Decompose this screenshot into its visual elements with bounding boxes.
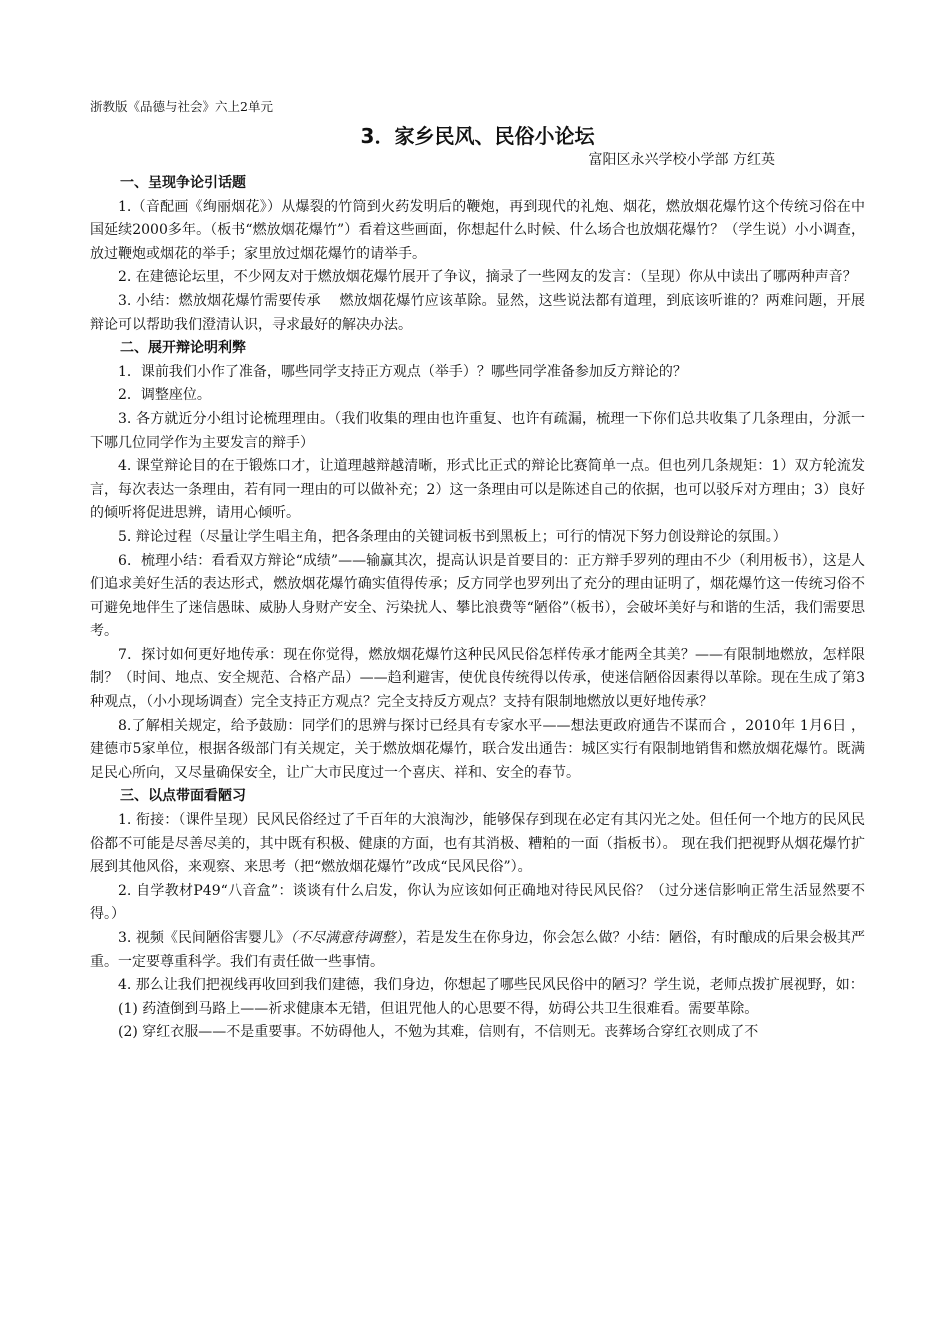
paragraph: 1. 衔接：（课件呈现）民风民俗经过了千百年的大浪淘沙，能够保存到现在必定有其闪光之处。但任何一个地方的民风民俗都不可能是尽善尽美的，其中既有积极、健康的方面，也有其消极、糟粕的一面（指板书）。 现在我们把视野从烟花爆竹扩展到其他风俗，来观察、来思考（把“燃放烟花爆竹”改成“民风民俗”）。	[90, 812, 865, 876]
section-heading-1: 一、呈现争论引话题	[120, 175, 246, 191]
paragraph: 3. 各方就近分小组讨论梳理理由。（我们收集的理由也许重复、也许有疏漏，梳理一下你们总共收集了几条理由，分派一下哪几位同学作为主要发言的辩手）	[90, 410, 865, 451]
paragraph: 8.了解相关规定，给予鼓励：同学们的思辨与探讨已经具有专家水平——想法更政府通告不谋而合 ，2010年 1月6日 ，建德市5家单位，根据各级部门有关规定，关于燃放烟花爆竹，联合发出通告：城区实行有限制地销售和燃放烟花爆竹。既满足民心所向，又尽量确保安全，让广大市民度过一个喜庆、祥和、安全的春节。	[90, 717, 865, 781]
list-item: (1) 药渣倒到马路上——祈求健康本无错，但诅咒他人的心思要不得，妨碍公共卫生很难看。需要革除。	[118, 1000, 759, 1017]
paragraph: 2．调整座位。	[118, 387, 211, 404]
italic-note: （不尽满意待调整）	[290, 930, 403, 946]
paragraph-lead: 3. 视频《民间陋俗害婴儿》	[118, 930, 291, 946]
document-header: 浙教版《品德与社会》六上2单元	[90, 99, 273, 114]
paragraph: 3. 小结：燃放烟花爆竹需要传承 燃放烟花爆竹应该革除。显然，这些说法都有道理，到底该听谁的？两难问题，开展辩论可以帮助我们澄清认识，寻求最好的解决办法。	[90, 292, 865, 333]
paragraph: 4. 课堂辩论目的在于锻炼口才，让道理越辩越清晰，形式比正式的辩论比赛简单一点。但也列几条规矩：1）双方轮流发言，每次表达一条理由，若有同一理由的可以做补充；2）这一条理由可以是陈述自己的依据，也可以驳斥对方理由；3）良好的倾听将促进思辨，请用心倾听。	[90, 458, 865, 522]
paragraph-rest: ，若是发生在你身边，你会怎么做？小结：陋俗，有时酿成的后果会极其严重。一定要尊重科学。我们有责任做一些事情。	[90, 930, 865, 970]
paragraph: 4. 那么让我们把视线再收回到我们建德，我们身边，你想起了哪些民风民俗中的陋习？学生说，老师点拨扩展视野，如：	[118, 977, 864, 994]
paragraph: 1.（音配画《绚丽烟花》）从爆裂的竹筒到火药发明后的鞭炮，再到现代的礼炮、烟花，燃放烟花爆竹这个传统习俗在中国延续2000多年。（板书“燃放烟花爆竹”）看着这些画面，你想起什么时候、什么场合也放烟花爆竹？（学生说）小小调查，放过鞭炮或烟花的举手；家里放过烟花爆竹的请举手。	[90, 198, 865, 262]
paragraph	[90, 927, 865, 974]
paragraph: 2. 自学教材P49“八音盒”：谈谈有什么启发，你认为应该如何正确地对待民风民俗？（过分迷信影响正常生活显然要不得。）	[90, 882, 865, 923]
paragraph: 6．梳理小结：看看双方辩论“成绩”——输赢其次，提高认识是首要目的：正方辩手罗列的理由不少（利用板书），这是人们追求美好生活的表达形式，燃放烟花爆竹确实值得传承；反方同学也罗列出了充分的理由证明了，烟花爆竹这一传统习俗不可避免地伴生了迷信愚昧、威胁人身财产安全、污染扰人、攀比浪费等“陋俗”（板书），会破坏美好与和谐的生活，我们需要思考。	[90, 552, 865, 640]
paragraph: 1．课前我们小作了准备，哪些同学支持正方观点（举手）？哪些同学准备参加反方辩论的？	[118, 363, 687, 380]
document-page	[90, 98, 865, 1045]
section-heading-2: 二、展开辩论明利弊	[120, 340, 246, 357]
author-line: 富阳区永兴学校小学部 方红英	[588, 152, 775, 168]
document-title: 3．家乡民风、民俗小论坛	[360, 124, 595, 148]
section-heading-3: 三、以点带面看陋习	[120, 788, 246, 805]
paragraph: 7．探讨如何更好地传承：现在你觉得，燃放烟花爆竹这种民风民俗怎样传承才能两全其美？——有限制地燃放，怎样限制？（时间、地点、安全规范、合格产品）——趋利避害，使优良传统得以传承，使迷信陋俗因素得以革除。现在生成了第3种观点，（小小现场调查）完全支持正方观点？完全支持反方观点？支持有限制地燃放以更好地传承？	[90, 646, 865, 711]
list-item: (2) 穿红衣服——不是重要事。不妨碍他人，不勉为其难，信则有，不信则无。丧葬场合穿红衣则成了不	[118, 1024, 759, 1041]
paragraph: 2. 在建德论坛里，不少网友对于燃放烟花爆竹展开了争议，摘录了一些网友的发言：（呈现）你从中读出了哪两种声音？	[118, 269, 857, 286]
paragraph: 5. 辩论过程（尽量让学生唱主角，把各条理由的关键词板书到黑板上；可行的情况下努力创设辩论的氛围。）	[118, 528, 787, 545]
